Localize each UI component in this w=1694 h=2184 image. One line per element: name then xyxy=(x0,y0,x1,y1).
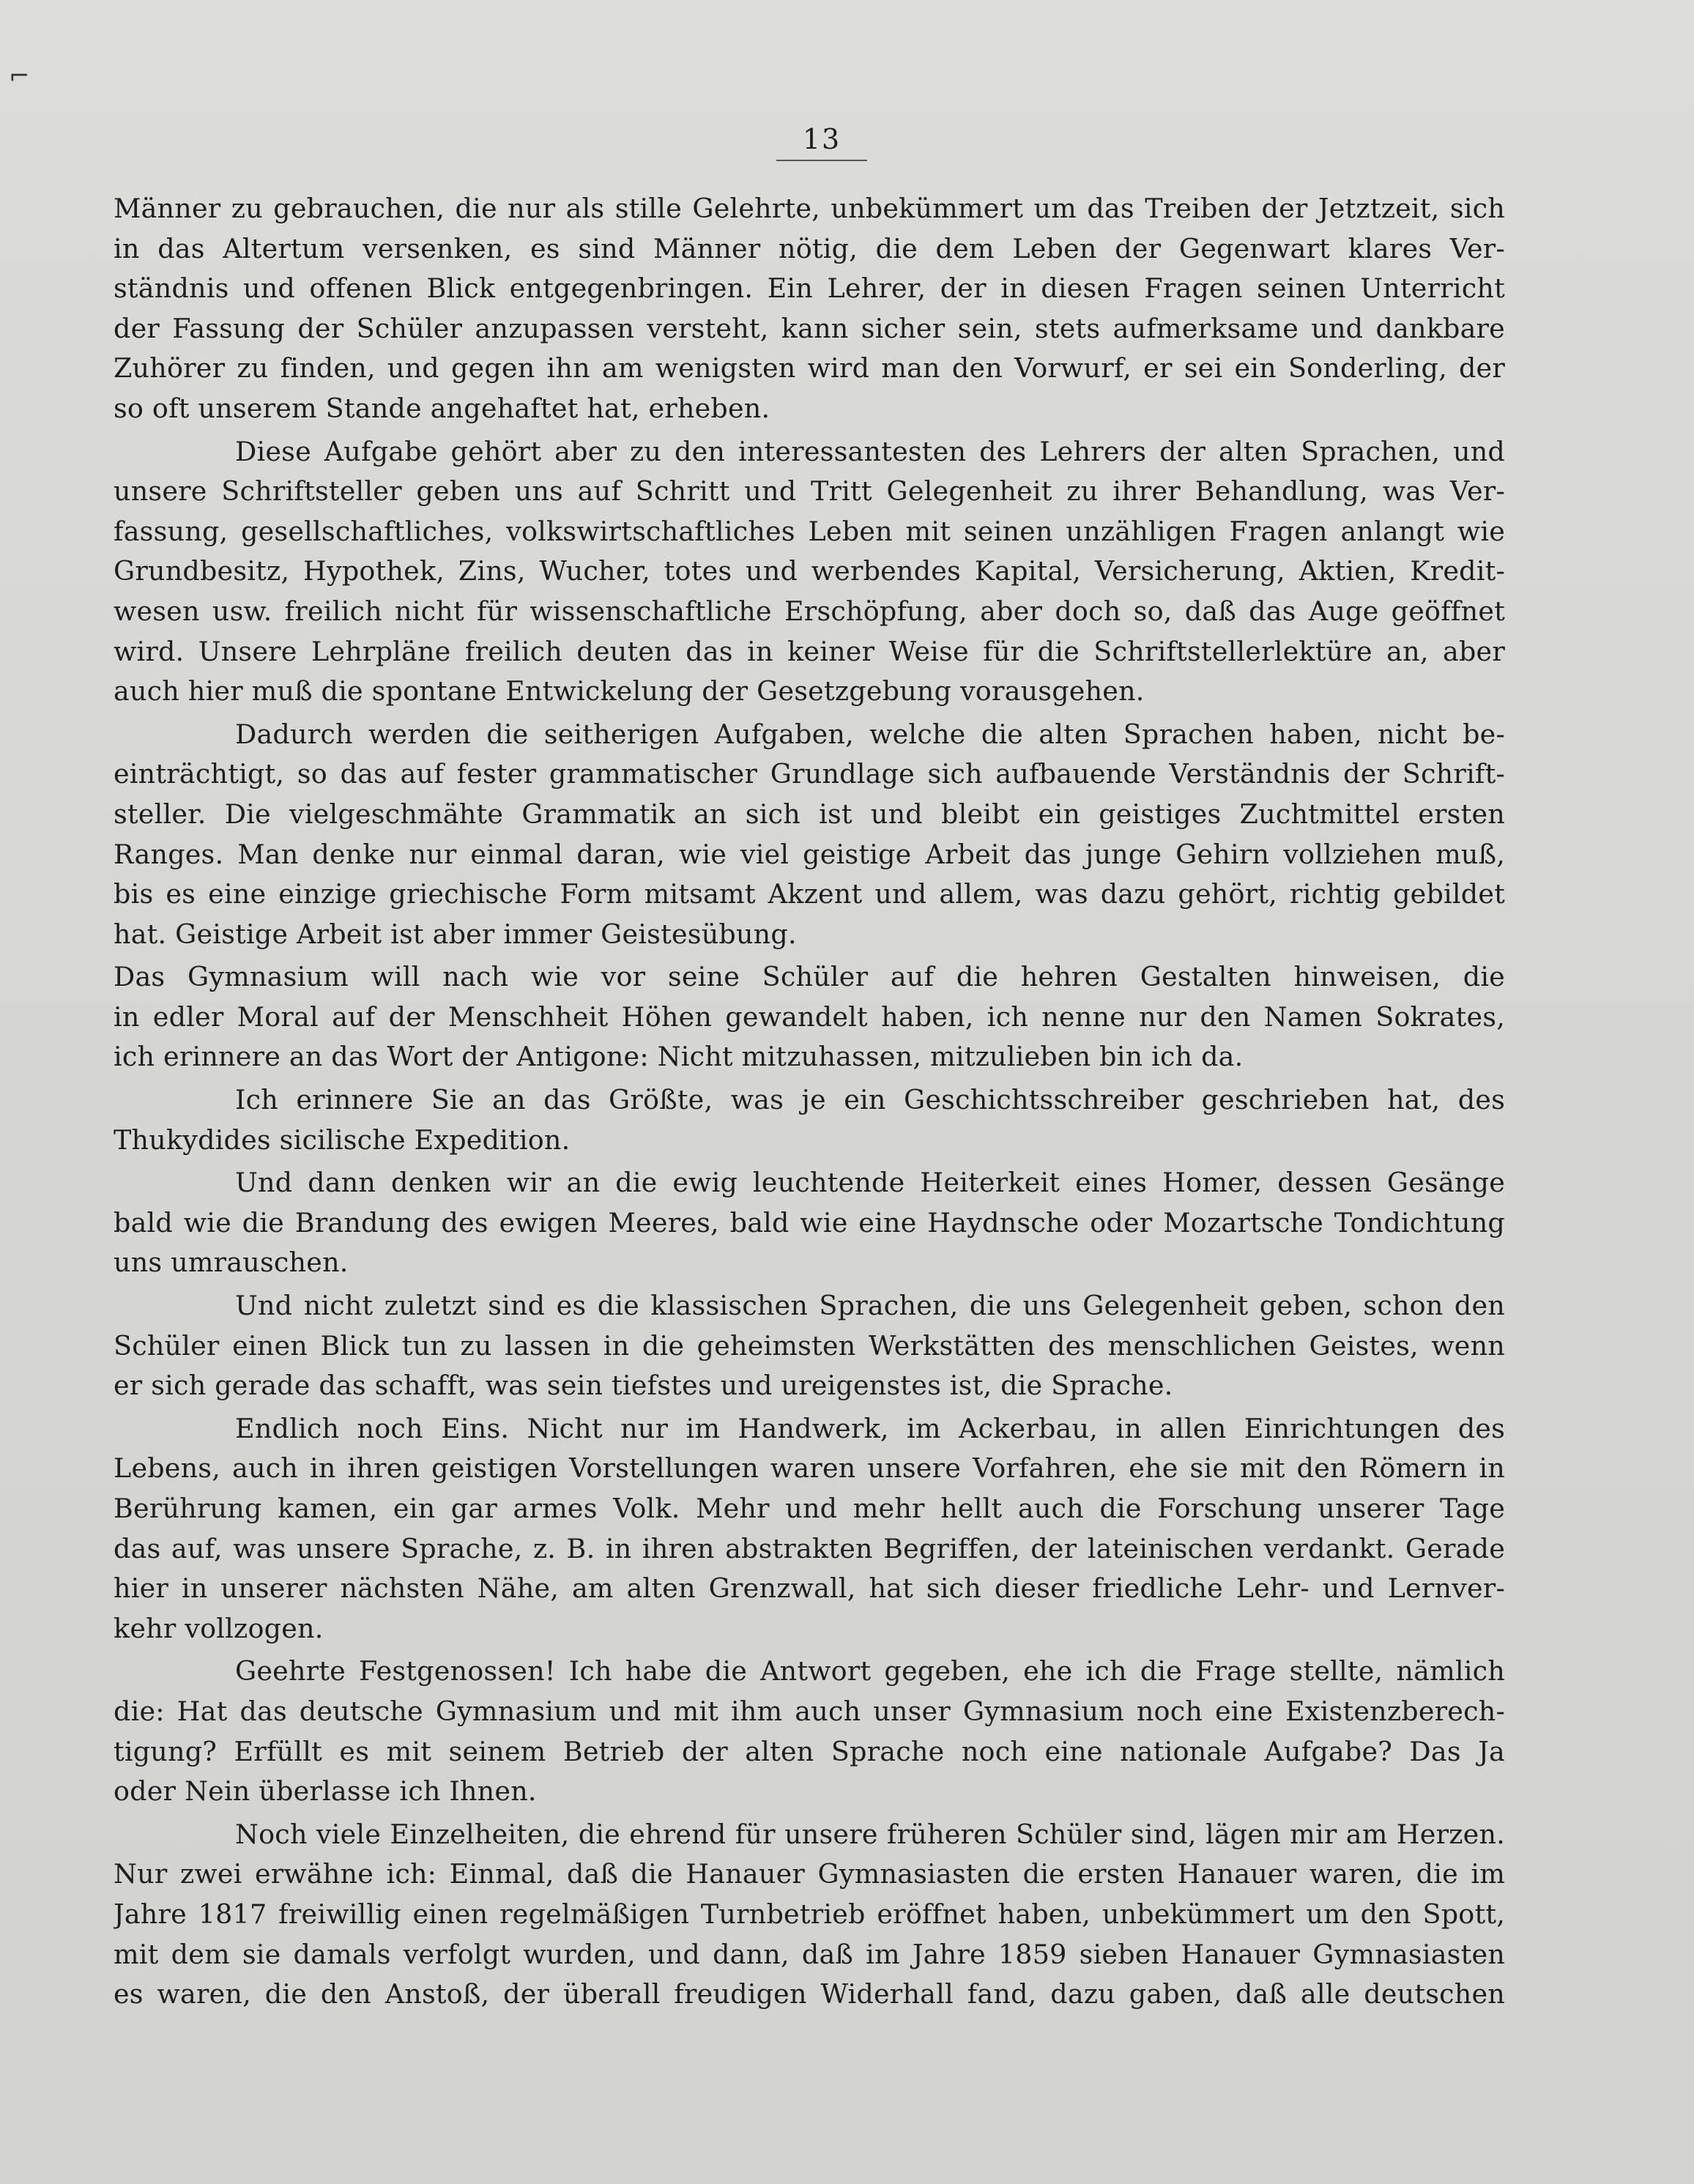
text-line: der Fassung der Schüler anzupassen versteht, kann sicher sein, stets aufmerksame und dankbare xyxy=(114,312,1505,344)
text-line: Jahre 1817 freiwillig einen regelmäßigen Turnbetrieb eröffnet haben, unbekümmert um den Spott, xyxy=(114,1898,1505,1930)
text-line: kehr vollzogen. xyxy=(114,1612,324,1644)
text-line: steller. Die vielgeschmähte Grammatik an sich ist und bleibt ein geistiges Zuchtmittel ersten xyxy=(114,798,1505,830)
paragraph xyxy=(114,1286,1505,1406)
text-line: Berührung kamen, ein gar armes Volk. Mehr und mehr hellt auch die Forschung unserer Tage xyxy=(114,1493,1505,1524)
text-line: Diese Aufgabe gehört aber zu den interessantesten des Lehrers der alten Sprachen, und xyxy=(235,435,1505,467)
paragraph xyxy=(114,1815,1505,2015)
text-line: das auf, was unsere Sprache, z. B. in ihren abstrakten Begriffen, der lateinischen verdankt. Gerade xyxy=(114,1532,1505,1564)
text-line: ich erinnere an das Wort der Antigone: Nicht mitzuhassen, mitzulieben bin ich da. xyxy=(114,1041,1244,1073)
text-line: Nur zwei erwähne ich: Einmal, daß die Hanauer Gymnasiasten die ersten Hanauer waren, die im xyxy=(114,1858,1505,1890)
text-line: mit dem sie damals verfolgt wurden, und dann, daß im Jahre 1859 sieben Hanauer Gymnasiasten xyxy=(114,1938,1505,1970)
text-line: hat. Geistige Arbeit ist aber immer Geistesübung. xyxy=(114,918,797,950)
text-line: Noch viele Einzelheiten, die ehrend für unsere früheren Schüler sind, lägen mir am Herzen. xyxy=(235,1818,1505,1850)
text-line: Lebens, auch in ihren geistigen Vorstellungen waren unsere Vorfahren, ehe sie mit den Römern in xyxy=(114,1452,1505,1485)
paragraph xyxy=(114,432,1505,712)
text-line: wird. Unsere Lehrpläne freilich deuten das in keiner Weise für die Schriftstellerlektüre an, aber xyxy=(114,635,1505,667)
text-line: Grundbesitz, Hypothek, Zins, Wucher, totes und werbendes Kapital, Versicherung, Aktien, Kredit- xyxy=(114,555,1505,587)
text-line: Endlich noch Eins. Nicht nur im Handwerk, im Ackerbau, in allen Einrichtungen des xyxy=(235,1412,1505,1444)
text-line: Schüler einen Blick tun zu lassen in die geheimsten Werkstätten des menschlichen Geistes, wenn xyxy=(114,1329,1505,1362)
text-line: bis es eine einzige griechische Form mitsamt Akzent und allem, was dazu gehört, richtig gebildet xyxy=(114,878,1505,910)
body-text xyxy=(114,189,1505,2018)
text-line: auch hier muß die spontane Entwickelung der Gesetzgebung vorausgehen. xyxy=(114,675,1145,707)
text-line: Geehrte Festgenossen! Ich habe die Antwort gegeben, ehe ich die Frage stellte, nämlich xyxy=(235,1655,1505,1687)
paragraph xyxy=(114,1163,1505,1283)
paragraph xyxy=(114,189,1505,429)
text-line: uns umrauschen. xyxy=(114,1247,349,1279)
paragraph xyxy=(114,1080,1505,1160)
text-line: ständnis und offenen Blick entgegenbringen. Ein Lehrer, der in diesen Fragen seinen Unterricht xyxy=(114,272,1505,305)
paragraph xyxy=(114,715,1505,955)
text-line: in das Altertum versenken, es sind Männer nötig, die dem Leben der Gegenwart klares Ver- xyxy=(114,232,1505,264)
text-line: es waren, die den Anstoß, der überall freudigen Widerhall fand, dazu gaben, daß alle deutschen xyxy=(114,1978,1505,2010)
text-line: Und dann denken wir an die ewig leuchtende Heiterkeit eines Homer, dessen Gesänge xyxy=(235,1167,1505,1199)
text-line: tigung? Erfüllt es mit seinem Betrieb der alten Sprache noch eine nationale Aufgabe? Das Ja xyxy=(114,1735,1505,1767)
text-line: Thukydides sicilische Expedition. xyxy=(114,1123,571,1156)
text-line: Zuhörer zu finden, und gegen ihn am wenigsten wird man den Vorwurf, er sei ein Sonderling, der xyxy=(114,352,1505,385)
paragraph xyxy=(114,1409,1505,1649)
text-line: hier in unserer nächsten Nähe, am alten Grenzwall, hat sich dieser friedliche Lehr- und Lernver- xyxy=(114,1572,1505,1605)
text-line: Das Gymnasium will nach wie vor seine Schüler auf die hehren Gestalten hinweisen, die xyxy=(114,961,1505,993)
text-line: er sich gerade das schafft, was sein tiefstes und ureigenstes ist, die Sprache. xyxy=(114,1370,1173,1402)
text-line: Männer zu gebrauchen, die nur als stille Gelehrte, unbekümmert um das Treiben der Jetztzeit, sich xyxy=(114,193,1505,224)
text-line: Dadurch werden die seitherigen Aufgaben, welche die alten Sprachen haben, nicht be- xyxy=(235,718,1505,750)
text-line: die: Hat das deutsche Gymnasium und mit ihm auch unser Gymnasium noch eine Existenzberech- xyxy=(114,1695,1505,1727)
paragraph xyxy=(114,1652,1505,1811)
page-number: 13 xyxy=(776,123,867,161)
text-line: unsere Schriftsteller geben uns auf Schritt und Tritt Gelegenheit zu ihrer Behandlung, was Ver- xyxy=(114,475,1505,508)
text-line: Ranges. Man denke nur einmal daran, wie viel geistige Arbeit das junge Gehirn vollziehen muß, xyxy=(114,838,1505,870)
text-line: so oft unserem Stande angehaftet hat, erheben. xyxy=(114,392,770,424)
text-line: bald wie die Brandung des ewigen Meeres, bald wie eine Haydnsche oder Mozartsche Tondichtung xyxy=(114,1206,1505,1238)
text-line: wesen usw. freilich nicht für wissenschaftliche Erschöpfung, aber doch so, daß das Auge geöffnet xyxy=(114,595,1505,627)
text-line: oder Nein überlasse ich Ihnen. xyxy=(114,1775,537,1808)
text-line: fassung, gesellschaftliches, volkswirtschaftliches Leben mit seinen unzähligen Fragen anlangt wie xyxy=(114,515,1505,547)
corner-mark: ⌐ xyxy=(9,62,30,91)
text-line: Ich erinnere Sie an das Größte, was je ein Geschichtsschreiber geschrieben hat, des xyxy=(235,1084,1505,1116)
text-line: einträchtigt, so das auf fester grammatischer Grundlage sich aufbauende Verständnis der Schrift- xyxy=(114,758,1505,790)
text-line: in edler Moral auf der Menschheit Höhen gewandelt haben, ich nenne nur den Namen Sokrates, xyxy=(114,1000,1505,1033)
text-line: Und nicht zuletzt sind es die klassischen Sprachen, die uns Gelegenheit geben, schon den xyxy=(235,1290,1505,1322)
paragraph xyxy=(114,957,1505,1077)
